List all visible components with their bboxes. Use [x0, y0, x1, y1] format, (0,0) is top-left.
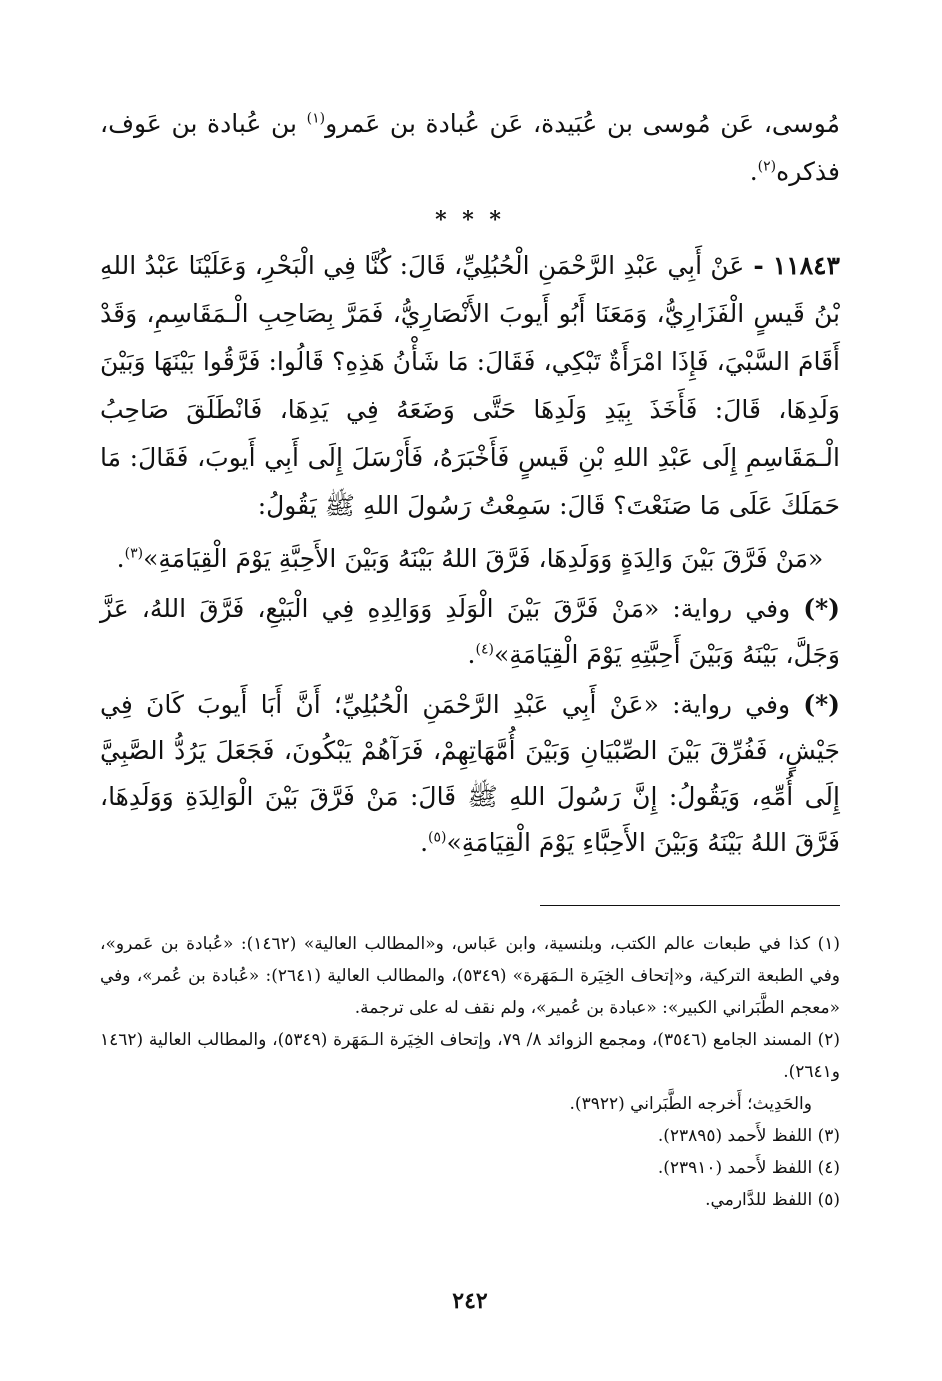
- hadith-body: عَنْ أَبِي عَبْدِ الرَّحْمَنِ الْحُبُلِيِّ، قَالَ: كُنَّا فِي الْبَحْرِ، وَعَلَيْنَا عَبْدُ اللهِ بْنُ قَيسٍ الْفَزَارِيُّ، وَمَعَنَا أَبُو أَيوبَ الأَنْصَارِيُّ، فَمَرَّ بِصَاحِبِ الْـمَقَاسِمِ، وَقَدْ أَقَامَ السَّبْيَ، فَإِذَا امْرَأَةٌ تَبْكِي، فَقَالَ: مَا شَأْنُ هَذِهِ؟ قَالُوا: فَرَّقُوا بَيْنَهَا وَبَيْنَ وَلَدِهَا، قَالَ: فَأَخَذَ بِيَدِ وَلَدِهَا حَتَّى وَضَعَهُ فِي يَدِهَا، فَانْطَلَقَ صَاحِبُ الْـمَقَاسِمِ إِلَى عَبْدِ اللهِ بْنِ قَيسٍ فَأَخْبَرَهُ، فَأَرْسَلَ إِلَى أَبِي أَيوبَ، فَقَالَ: مَا حَمَلَكَ عَلَى مَا صَنَعْتَ؟ قَالَ: سَمِعْتُ رَسُولَ اللهِ ﷺ يَقُولُ:: [100, 251, 840, 520]
- footnote-divider: [540, 905, 840, 906]
- riwaya-1: [100, 586, 840, 678]
- riwaya-2-mark: (*): [803, 690, 840, 719]
- riwaya-2-end: .: [420, 828, 429, 857]
- riwaya-2: [100, 682, 840, 866]
- footnote-ref-4[interactable]: (٤): [475, 641, 494, 658]
- main-text: [100, 100, 840, 866]
- hadith-quote-end: .: [116, 544, 125, 573]
- hadith-quote-text: «مَنْ فَرَّقَ بَيْنَ وَالِدَةٍ وَوَلَدِهَا، فَرَّقَ اللهُ بَيْنَهُ وَبَيْنَ الأَحِبَّةِ يَوْمَ الْقِيَامَةِ»: [143, 544, 824, 573]
- footnote-ref-3[interactable]: (٣): [124, 545, 144, 562]
- page-number: ٢٤٢: [452, 1288, 488, 1314]
- footnote-5: (٥) اللفظ للدَّارمي.: [705, 1190, 840, 1210]
- top-text-c: .: [749, 157, 758, 186]
- riwaya-1-end: .: [467, 640, 476, 669]
- hadith-quote: [100, 536, 840, 582]
- footnote-2: (٢) المسند الجامع (٣٥٤٦)، ومجمع الزوائد ٨/ ٧٩، وإتحاف الخِيَرة الـمَهَرة (٥٣٤٩)، والمطالب العالية (١٤٦٢ و٢٦٤١).: [100, 1030, 840, 1082]
- hadith-paragraph: [100, 242, 840, 530]
- footnote-ref-1[interactable]: (١): [306, 110, 326, 127]
- footnote-1: (١) كذا في طبعات عالم الكتب، وبلنسية، وابن عَباس، و«المطالب العالية» (١٤٦٢): «عُبادة بن عَمرو»، وفي الطبعة التركية، و«إتحاف الخِيَرة الـمَهَرة» (٥٣٤٩)، والمطالب العالية (٢٦٤١): «عُبادة بن عُمر»، وفي «معجم الطَّبَراني الكبير»: «عبادة بن عُمير»، ولم نقف له على ترجمة.: [100, 934, 840, 1018]
- footnotes: [100, 928, 840, 1216]
- top-paragraph: [100, 100, 840, 196]
- footnote-2-continuation: والحَدِيث؛ أَخرجه الطَّبَراني (٣٩٢٢).: [569, 1094, 812, 1114]
- footnote-4: (٤) اللفظ لأَحمد (٢٣٩١٠).: [657, 1158, 840, 1178]
- riwaya-1-mark: (*): [803, 594, 840, 623]
- footnote-ref-5[interactable]: (٥): [428, 829, 447, 846]
- top-text-a: مُوسى، عَن مُوسى بن عُبَيدة، عَن عُبادة بن عَمرو: [325, 109, 840, 138]
- riwaya-2-text: وفي رواية: «عَنْ أَبِي عَبْدِ الرَّحْمَنِ الْحُبُلِيِّ؛ أَنَّ أَبَا أَيوبَ كَانَ فِي جَيْشٍ، فَفُرِّقَ بَيْنَ الصِّبْيَانِ وَبَيْنَ أُمَّهَاتِهِمْ، فَرَآهُمْ يَبْكُونَ، فَجَعَلَ يَرُدُّ الصَّبِيَّ إِلَى أُمِّهِ، وَيَقُولُ: إِنَّ رَسُولَ اللهِ ﷺ قَالَ: مَنْ فَرَّقَ بَيْنَ الْوَالِدَةِ وَوَلَدِهَا، فَرَّقَ اللهُ بَيْنَهُ وَبَيْنَ الأَحِبَّاءِ يَوْمَ الْقِيَامَةِ»: [100, 690, 840, 857]
- hadith-number: ١١٨٤٣ -: [744, 251, 840, 280]
- footnote-3: (٣) اللفظ لأَحمد (٢٣٨٩٥).: [657, 1126, 840, 1146]
- section-separator: * * *: [435, 207, 505, 233]
- top-text-b: بن عُبادة بن عَوف، فذكره: [100, 109, 840, 186]
- footnote-ref-2[interactable]: (٢): [757, 158, 777, 175]
- riwaya-1-text: وفي رواية: «مَنْ فَرَّقَ بَيْنَ الْوَلَدِ وَوَالِدِهِ فِي الْبَيْعِ، فَرَّقَ اللهُ، عَزَّ وَجَلَّ، بَيْنَهُ وَبَيْنَ أَحِبَّتِهِ يَوْمَ الْقِيَامَةِ»: [100, 594, 840, 669]
- book-page: [100, 100, 840, 1330]
